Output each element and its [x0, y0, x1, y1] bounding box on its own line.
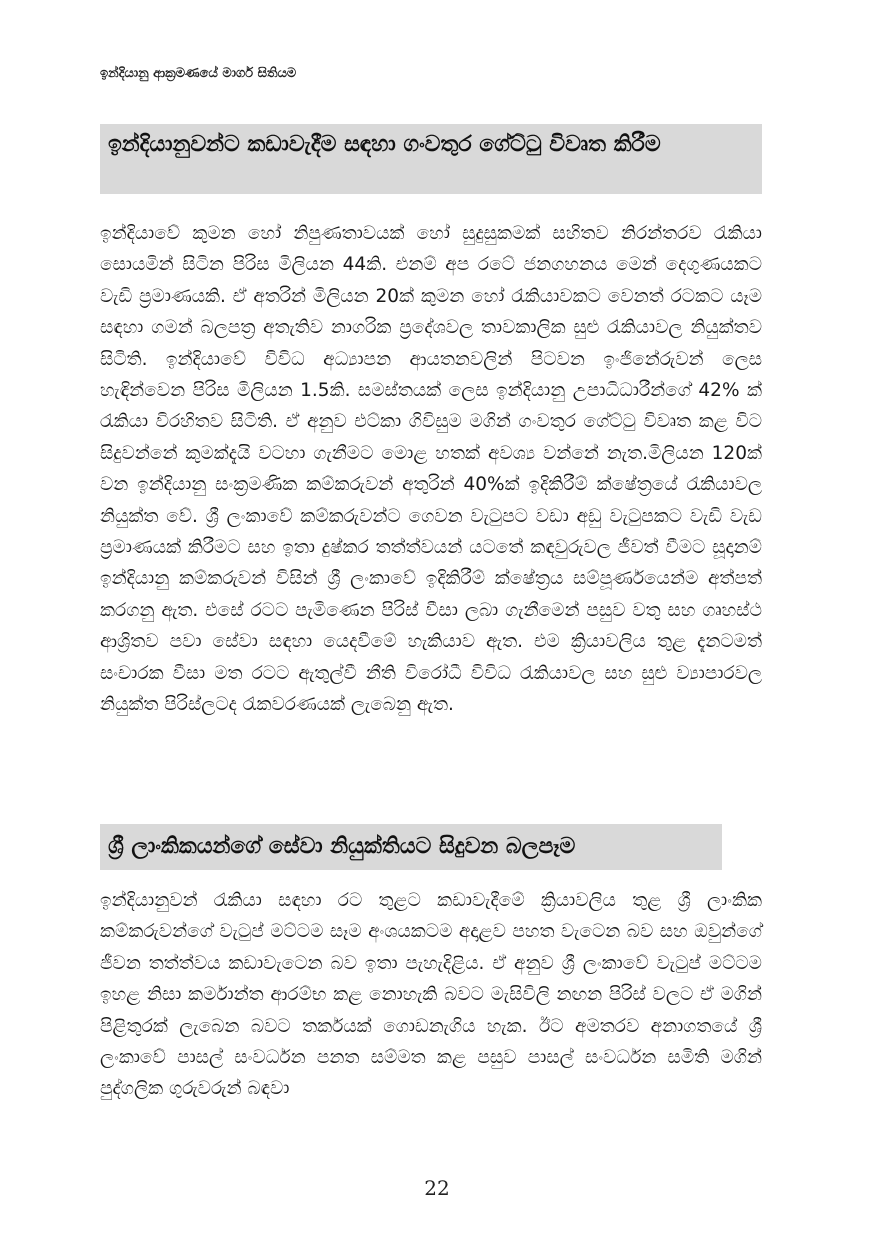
body-paragraph-employment-impact: ඉන්දියානුවන් රැකියා සඳහා රට තුළට කඩාවැදීමේ ක්‍රියාවලිය තුළ ශ්‍රී ලාංකික කම්කරුවන්ගේ වැටුප් මට්ටම සෑම අංශයකටම අදාළව පහත වැටෙන බව සහ ඔවුන්ගේ ජීවන තත්ත්වය කඩාවැටෙන බව ඉතා පැහැදිළිය. ඒ අනුව ශ්‍රී ලංකාවේ වැටුප් මට්ටම ඉහළ නිසා කර්මාන්ත ආරම්භ කළ නොහැකි බවට මැසිවිලි නඟන පිරිස් වලට ඒ මගින් පිළිතුරක් ලැබෙන බවට තර්කයක් ගොඩනැගිය හැක. ඊට අමතරව අනාගතයේ ශ්‍රී ලංකාවේ පාසල් සංවර්ධන පනත සම්මත කළ පසුව පාසල් සංවර්ධන සමිති මගින් පුද්ගලික ගුරුවරුන් බඳවා: [100, 890, 762, 1100]
page-number: 22: [424, 1176, 450, 1200]
running-header: ඉන්දියානු ආක්‍රමණයේ මාර්ග සිතියම: [100, 66, 297, 81]
body-paragraph-floodgates: ඉන්දියාවේ කුමන හෝ නිපුණතාවයක් හෝ සුදුසුකමක් සහිතව නිරන්තරව රැකියා සොයමින් සිටින පිරිස මිලියන 44කි. එනම් අප රටේ ජනගහනය මෙන් දෙගුණයකට වැඩි ප්‍රමාණයකි. ඒ අතරින් මිලියන 20ක් කුමන හෝ රැකියාවකට වෙනත් රටකට යෑම සඳහා ගමන් බලපත්‍ර අතැතිව නාගරික ප්‍රදේශවල තාවකාලික සුළු රැකියාවල නියුක්තව සිටිති. ඉන්දියාවේ විවිධ අධ්‍යාපන ආයතනවලින් පිටවන ඉංජිනේරුවන් ලෙස හැඳින්වෙන පිරිස මිලියන 1.5කි. සමස්තයක් ලෙස ඉන්දියානු උපාධිධාරීන්ගේ 42% ක් රැකියා විරහිතව සිටිති. ඒ අනුව එට්කා ගිවිසුම මගින් ගංවතුර ගේට්ටු විවෘත කළ විට සිදුවන්නේ කුමක්දැයි වටහා ගැනීමට මොළ හතක් අවශ්‍ය වන්නේ නැත.මිලියන 120ක් වන ඉන්දියානු සංක්‍රමණික කම්කරුවන් අතුරින් 40%ක් ඉදිකිරීම් ක්ෂේත්‍රයේ රැකියාවල නියුක්ත වේ. ශ්‍රී ලංකාවේ කම්කරුවන්ට ගෙවන වැටුපට වඩා අඩු වැටුපකට වැඩි වැඩ ප්‍රමාණයක් කිරීමට සහ ඉතා දුෂ්කර තත්ත්වයන් යටතේ කඳවුරුවල ජීවත් වීමට සූදානම් ඉන්දියානු කම්කරුවන් විසින් ශ්‍රී ලංකාවේ ඉදිකිරීම් ක්ෂේත්‍රය සම්පූර්ණයෙන්ම අත්පත් කරගනු ඇත. එසේ රටට පැමිණෙන පිරිස් වීසා ලබා ගැනීමෙන් පසුව වතු සහ ගෘහස්ථ ආශ්‍රිතව පවා සේවා සඳහා යෙදවීමේ හැකියාව ඇත. එම ක්‍රියාවලිය තුළ දැනටමත් සංචාරක වීසා මත රටට ඇතුල්වී නීති විරෝධී විවිධ රැකියාවල සහ සුළු ව්‍යාපාරවල නියුක්ත පිරිස්ලටද රැකවරණයක් ලැබෙනු ඇත.: [100, 223, 762, 716]
section-heading-floodgates: ඉන්දියානුවන්ට කඩාවැදීම සඳහා ගංවතුර ගේට්ටු විවෘත කිරීම: [100, 124, 762, 194]
section-heading-employment-impact: ශ්‍රී ලාංකිකයන්ගේ සේවා නියුක්තියට සිදුවන බලපෑම: [100, 824, 722, 870]
